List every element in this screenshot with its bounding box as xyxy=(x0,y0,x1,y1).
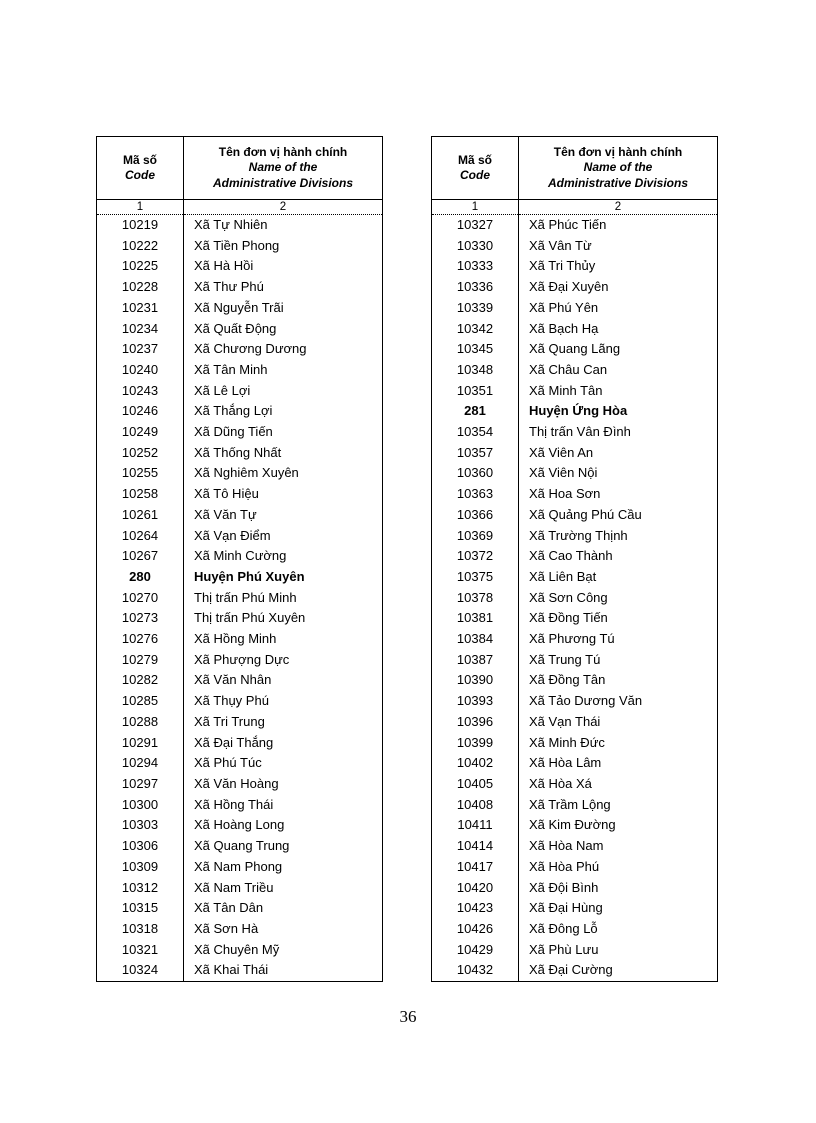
table-row xyxy=(97,691,383,712)
code-cell: 10267 xyxy=(97,546,184,567)
code-cell: 10423 xyxy=(432,898,519,919)
code-cell: 10345 xyxy=(432,339,519,360)
table-row xyxy=(97,650,383,671)
table-row xyxy=(432,526,718,547)
code-cell: 10246 xyxy=(97,401,184,422)
name-cell: Xã Nghiêm Xuyên xyxy=(194,465,299,481)
code-cell: 10264 xyxy=(97,526,184,547)
code-cell: 10429 xyxy=(432,940,519,961)
table-row xyxy=(97,836,383,857)
table-row xyxy=(97,443,383,464)
name-cell: Xã Quảng Phú Cầu xyxy=(529,506,642,522)
name-cell: Xã Liên Bạt xyxy=(529,568,597,584)
name-cell: Thị trấn Phú Minh xyxy=(194,589,297,605)
table-row xyxy=(432,256,718,277)
name-cell: Xã Khai Thái xyxy=(194,962,269,978)
code-cell: 280 xyxy=(97,567,184,588)
left-admin-table xyxy=(96,136,383,982)
code-cell: 10372 xyxy=(432,546,519,567)
table-row xyxy=(432,608,718,629)
code-cell: 10411 xyxy=(432,815,519,836)
name-cell: Xã Minh Đức xyxy=(529,734,605,750)
table-row xyxy=(97,339,383,360)
table-row xyxy=(97,484,383,505)
code-cell: 10279 xyxy=(97,650,184,671)
table-row xyxy=(97,298,383,319)
code-cell: 10294 xyxy=(97,753,184,774)
name-cell: Xã Trung Tú xyxy=(529,651,601,667)
code-cell: 10276 xyxy=(97,629,184,650)
name-cell: Xã Hòa Phú xyxy=(529,858,600,874)
name-cell: Xã Quang Lãng xyxy=(529,341,621,357)
name-cell: Xã Phúc Tiến xyxy=(529,217,607,232)
table-row xyxy=(432,919,718,940)
table-row xyxy=(432,960,718,981)
table-row xyxy=(97,505,383,526)
code-cell: 10309 xyxy=(97,857,184,878)
code-cell: 10378 xyxy=(432,588,519,609)
name-cell: Xã Thắng Lợi xyxy=(194,403,273,419)
table-row xyxy=(432,484,718,505)
name-cell: Xã Cao Thành xyxy=(529,548,613,564)
name-cell: Xã Hòa Nam xyxy=(529,838,604,854)
code-cell: 10258 xyxy=(97,484,184,505)
table-row xyxy=(432,588,718,609)
code-cell: 10312 xyxy=(97,878,184,899)
name-cell: Thị trấn Phú Xuyên xyxy=(194,610,306,626)
code-cell: 10384 xyxy=(432,629,519,650)
table-row xyxy=(97,670,383,691)
name-cell: Xã Chương Dương xyxy=(194,341,307,357)
code-cell: 10315 xyxy=(97,898,184,919)
table-row xyxy=(97,360,383,381)
page-number: 36 xyxy=(399,1007,417,1026)
code-cell: 10393 xyxy=(432,691,519,712)
table-row xyxy=(432,277,718,298)
table-row xyxy=(432,940,718,961)
code-cell: 10225 xyxy=(97,256,184,277)
name-cell: Xã Vạn Điểm xyxy=(194,527,271,543)
code-cell: 10420 xyxy=(432,878,519,899)
table-row xyxy=(432,463,718,484)
table-row xyxy=(432,339,718,360)
name-cell: Xã Nam Phong xyxy=(194,858,283,874)
name-cell: Xã Đồng Tiến xyxy=(529,610,608,626)
name-cell: Xã Dũng Tiến xyxy=(194,424,273,440)
table-row xyxy=(432,712,718,733)
name-cell: Xã Lê Lợi xyxy=(194,382,251,398)
column-number-row: 1 2 xyxy=(432,200,718,215)
table-row xyxy=(97,774,383,795)
table-row xyxy=(432,753,718,774)
table-body xyxy=(97,200,383,982)
district-row xyxy=(432,401,718,422)
code-cell: 10234 xyxy=(97,319,184,340)
code-cell: 10405 xyxy=(432,774,519,795)
code-cell: 281 xyxy=(432,401,519,422)
name-cell: Xã Phú Yên xyxy=(529,299,599,315)
name-cell: Xã Hà Hồi xyxy=(194,258,254,274)
code-cell: 10318 xyxy=(97,919,184,940)
code-cell: 10417 xyxy=(432,857,519,878)
name-cell: Xã Châu Can xyxy=(529,361,608,377)
name-cell: Xã Tự Nhiên xyxy=(194,217,268,232)
name-column-header: Tên đơn vị hành chính Name of the Administrative Divisions xyxy=(519,137,718,200)
code-cell: 10426 xyxy=(432,919,519,940)
code-cell: 10360 xyxy=(432,463,519,484)
code-cell: 10390 xyxy=(432,670,519,691)
name-cell: Xã Kim Đường xyxy=(529,817,616,833)
table-row xyxy=(97,422,383,443)
code-cell: 10303 xyxy=(97,815,184,836)
table-row xyxy=(432,319,718,340)
code-cell: 10432 xyxy=(432,960,519,981)
name-cell: Xã Nguyễn Trãi xyxy=(194,299,284,315)
code-cell: 10324 xyxy=(97,960,184,981)
table-row xyxy=(432,650,718,671)
table-row xyxy=(97,463,383,484)
name-column-header: Tên đơn vị hành chính Name of the Administrative Divisions xyxy=(184,137,383,200)
name-cell: Xã Phương Tú xyxy=(529,631,615,647)
name-cell: Xã Đồng Tân xyxy=(529,672,606,688)
table-row xyxy=(97,753,383,774)
code-cell: 10252 xyxy=(97,443,184,464)
name-cell: Xã Hòa Xá xyxy=(529,775,592,791)
code-cell: 10249 xyxy=(97,422,184,443)
name-cell: Huyện Ứng Hòa xyxy=(529,403,628,419)
name-cell: Xã Thụy Phú xyxy=(194,693,269,709)
code-cell: 10396 xyxy=(432,712,519,733)
code-cell: 10282 xyxy=(97,670,184,691)
table-row xyxy=(432,505,718,526)
code-cell: 10336 xyxy=(432,277,519,298)
code-cell: 10375 xyxy=(432,567,519,588)
table-row xyxy=(432,422,718,443)
table-row xyxy=(97,381,383,402)
name-cell: Xã Tiền Phong xyxy=(194,237,280,253)
code-cell: 10327 xyxy=(432,215,519,236)
table-row xyxy=(97,733,383,754)
code-cell: 10288 xyxy=(97,712,184,733)
name-cell: Xã Tô Hiệu xyxy=(194,486,259,502)
column-number-row: 1 2 xyxy=(97,200,383,215)
code-cell: 10231 xyxy=(97,298,184,319)
name-cell: Xã Thống Nhất xyxy=(194,444,282,460)
table-row xyxy=(432,298,718,319)
code-column-header: Mã số Code xyxy=(97,137,184,200)
code-cell: 10285 xyxy=(97,691,184,712)
name-cell: Xã Tân Dân xyxy=(194,900,264,916)
table-row xyxy=(97,256,383,277)
name-cell: Xã Thư Phú xyxy=(194,279,264,295)
table-row xyxy=(432,381,718,402)
table-row xyxy=(97,960,383,981)
name-cell: Xã Hồng Thái xyxy=(194,796,274,812)
table-row xyxy=(97,546,383,567)
table-header xyxy=(97,137,383,200)
code-cell: 10261 xyxy=(97,505,184,526)
table-header xyxy=(432,137,718,200)
name-cell: Xã Đội Bình xyxy=(529,879,599,895)
table-row xyxy=(97,401,383,422)
table-row xyxy=(97,898,383,919)
table-row xyxy=(432,567,718,588)
name-cell: Xã Tri Thủy xyxy=(529,258,596,274)
name-cell: Xã Phù Lưu xyxy=(529,941,599,957)
code-cell: 10243 xyxy=(97,381,184,402)
code-cell: 10255 xyxy=(97,463,184,484)
name-cell: Xã Vân Từ xyxy=(529,237,592,253)
table-row xyxy=(97,919,383,940)
table-row xyxy=(97,277,383,298)
table-row xyxy=(432,215,718,236)
name-cell: Xã Quất Động xyxy=(194,320,277,336)
code-cell: 10366 xyxy=(432,505,519,526)
code-cell: 10306 xyxy=(97,836,184,857)
table-row xyxy=(97,588,383,609)
code-cell: 10330 xyxy=(432,236,519,257)
name-cell: Xã Viên Nội xyxy=(529,465,598,481)
name-cell: Xã Vạn Thái xyxy=(529,713,601,729)
name-cell: Xã Trường Thịnh xyxy=(529,527,628,543)
name-cell: Xã Phượng Dực xyxy=(194,651,290,667)
name-cell: Xã Minh Cường xyxy=(194,548,287,564)
table-row xyxy=(432,898,718,919)
code-cell: 10381 xyxy=(432,608,519,629)
name-cell: Xã Nam Triều xyxy=(194,879,274,895)
code-cell: 10333 xyxy=(432,256,519,277)
table-row xyxy=(432,733,718,754)
table-row xyxy=(97,629,383,650)
name-cell: Xã Minh Tân xyxy=(529,382,603,398)
name-cell: Xã Văn Tự xyxy=(194,506,257,522)
code-cell: 10270 xyxy=(97,588,184,609)
table-row xyxy=(97,526,383,547)
name-cell: Xã Đại Xuyên xyxy=(529,279,609,295)
code-cell: 10402 xyxy=(432,753,519,774)
name-cell: Xã Viên An xyxy=(529,444,594,460)
code-cell: 10300 xyxy=(97,795,184,816)
name-cell: Xã Quang Trung xyxy=(194,838,290,854)
table-row xyxy=(97,236,383,257)
table-row xyxy=(97,857,383,878)
code-cell: 10222 xyxy=(97,236,184,257)
table-row xyxy=(97,878,383,899)
table-row xyxy=(432,691,718,712)
name-cell: Xã Đại Thắng xyxy=(194,734,274,750)
name-cell: Huyện Phú Xuyên xyxy=(194,568,305,584)
table-row xyxy=(97,940,383,961)
name-cell: Xã Bạch Hạ xyxy=(529,320,599,336)
table-row xyxy=(432,443,718,464)
name-cell: Xã Đại Cường xyxy=(529,962,613,978)
name-cell: Xã Trầm Lộng xyxy=(529,796,611,812)
code-cell: 10240 xyxy=(97,360,184,381)
name-cell: Xã Hồng Minh xyxy=(194,631,277,647)
code-column-header: Mã số Code xyxy=(432,137,519,200)
table-row xyxy=(432,546,718,567)
code-cell: 10414 xyxy=(432,836,519,857)
code-cell: 10342 xyxy=(432,319,519,340)
table-row xyxy=(432,815,718,836)
table-row xyxy=(432,878,718,899)
code-cell: 10291 xyxy=(97,733,184,754)
table-row xyxy=(97,712,383,733)
table-row xyxy=(97,319,383,340)
name-cell: Xã Đông Lỗ xyxy=(529,920,598,936)
code-cell: 10357 xyxy=(432,443,519,464)
table-row xyxy=(97,795,383,816)
name-cell: Xã Hòa Lâm xyxy=(529,755,602,771)
code-cell: 10237 xyxy=(97,339,184,360)
code-cell: 10363 xyxy=(432,484,519,505)
code-cell: 10354 xyxy=(432,422,519,443)
name-cell: Xã Phú Túc xyxy=(194,755,262,771)
name-cell: Thị trấn Vân Đình xyxy=(529,424,631,440)
name-cell: Xã Văn Nhân xyxy=(194,672,272,688)
code-cell: 10228 xyxy=(97,277,184,298)
table-row xyxy=(432,236,718,257)
name-cell: Xã Chuyên Mỹ xyxy=(194,941,280,957)
table-row xyxy=(432,629,718,650)
code-cell: 10339 xyxy=(432,298,519,319)
table-row xyxy=(97,215,383,236)
code-cell: 10351 xyxy=(432,381,519,402)
code-cell: 10297 xyxy=(97,774,184,795)
name-cell: Xã Tân Minh xyxy=(194,361,268,377)
table-row xyxy=(432,774,718,795)
name-cell: Xã Hoàng Long xyxy=(194,817,285,833)
table-row xyxy=(432,857,718,878)
code-cell: 10321 xyxy=(97,940,184,961)
code-cell: 10348 xyxy=(432,360,519,381)
code-cell: 10219 xyxy=(97,215,184,236)
table-row xyxy=(97,608,383,629)
table-body xyxy=(432,200,718,982)
code-cell: 10408 xyxy=(432,795,519,816)
name-cell: Xã Tri Trung xyxy=(194,713,265,729)
district-row xyxy=(97,567,383,588)
table-row xyxy=(432,836,718,857)
name-cell: Xã Văn Hoàng xyxy=(194,775,279,791)
right-admin-table xyxy=(431,136,718,982)
name-cell: Xã Hoa Sơn xyxy=(529,486,601,502)
code-cell: 10387 xyxy=(432,650,519,671)
table-row xyxy=(432,360,718,381)
name-cell: Xã Sơn Công xyxy=(529,589,608,605)
table-row xyxy=(432,670,718,691)
code-cell: 10399 xyxy=(432,733,519,754)
table-row xyxy=(432,795,718,816)
code-cell: 10273 xyxy=(97,608,184,629)
name-cell: Xã Tảo Dương Văn xyxy=(529,693,643,709)
table-row xyxy=(97,815,383,836)
code-cell: 10369 xyxy=(432,526,519,547)
name-cell: Xã Đại Hùng xyxy=(529,900,603,916)
name-cell: Xã Sơn Hà xyxy=(194,920,259,936)
